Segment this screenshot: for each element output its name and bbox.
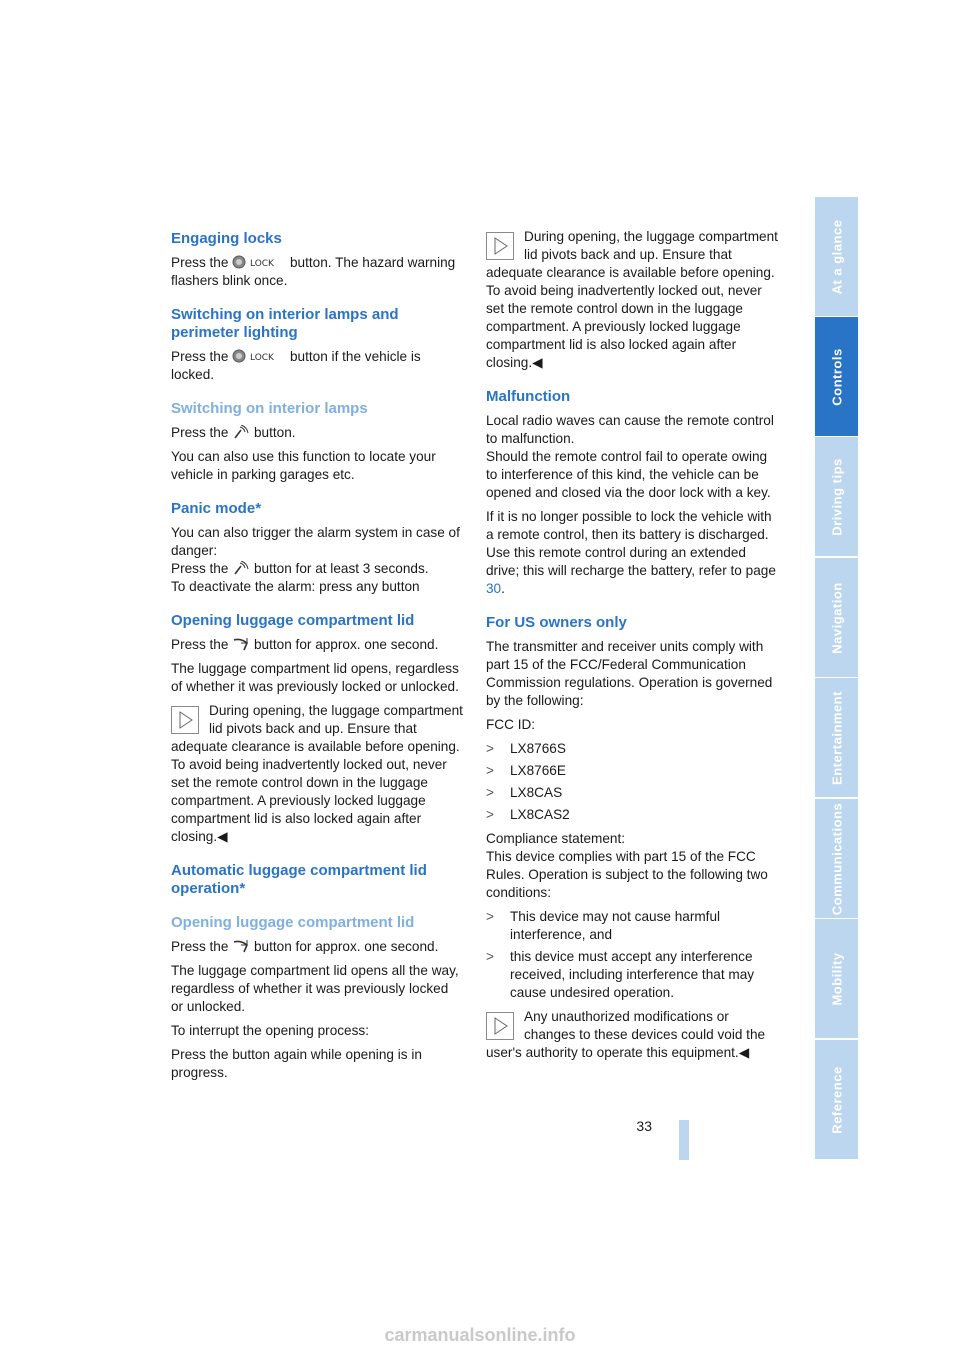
text: Press the button for approx. one second. — [171, 637, 439, 652]
section-us-owners — [486, 614, 778, 1062]
note — [171, 702, 463, 846]
fcc-id-list — [486, 740, 778, 824]
lock-button-icon — [232, 349, 286, 363]
section-malfunction — [486, 388, 778, 598]
tab-driving-tips[interactable]: Driving tips — [815, 437, 858, 556]
text: Press the LOCK button. The hazard warning flashers blink once. — [171, 255, 456, 288]
section-interior-lamps — [171, 400, 463, 484]
section-panic — [171, 500, 463, 596]
tab-entertainment[interactable]: Entertainment — [815, 678, 858, 797]
text: Should the remote control fail to operate owing to interference of this kind, the vehicle can be opened and closed via the door lock with a key. — [486, 449, 771, 500]
note-text: During opening, the luggage compartment lid pivots back and up. Ensure that adequate clearance is available before opening. To avoid being inadvertently locked out, never set the remote control down in the luggage compartment. A previously locked luggage compartment lid is also locked again after closing.◀ — [486, 229, 778, 370]
text: To interrupt the opening process: — [171, 1023, 369, 1038]
heading-luggage: Opening luggage compartment lid — [171, 612, 415, 629]
heading-us-owners: For US owners only — [486, 614, 627, 631]
text: Press the button for approx. one second. — [171, 939, 439, 954]
text: FCC ID: — [486, 717, 536, 732]
text: The luggage compartment lid opens, regardless of whether it was previously locked or unlocked. — [171, 661, 459, 694]
lock-button-icon — [232, 255, 286, 269]
section-luggage — [171, 612, 463, 846]
page-number-bar — [679, 1120, 689, 1160]
note-triangle-icon — [171, 706, 199, 734]
watermark: carmanualsonline.info — [384, 1325, 576, 1345]
list-item: > LX8766S — [486, 741, 566, 756]
left-column — [171, 230, 463, 1088]
page-link[interactable]: 30 — [486, 581, 502, 596]
list-item: > this device must accept any interference received, including interference that may cause undesired operation. — [486, 949, 755, 1000]
list-item: > LX8CAS — [486, 785, 563, 800]
text: Press the button. — [171, 425, 296, 440]
text: Press the button for at least 3 seconds. — [171, 561, 429, 576]
conditions-list — [486, 908, 778, 1002]
note-text: During opening, the luggage compartment lid pivots back and up. Ensure that adequate clearance is available before opening. To avoid being inadvertently locked out, never set the remote control down in the luggage compartment. A previously locked luggage compartment lid is also locked again after closing.◀ — [171, 703, 463, 844]
text: Press the button again while opening is in progress. — [171, 1047, 422, 1080]
light-button-icon — [232, 425, 250, 439]
text: The transmitter and receiver units comply with part 15 of the FCC/Federal Communication Commission regulations. Operation is governed by the following: — [486, 639, 773, 708]
page-number: 33 — [636, 1118, 652, 1134]
heading-panic: Panic mode* — [171, 500, 262, 517]
note-triangle-icon — [486, 1012, 514, 1040]
text: You can also use this function to locate your vehicle in parking garages etc. — [171, 449, 436, 482]
text: If it is no longer possible to lock the vehicle with a remote control, then its battery is discharged. Use this remote control during an extended drive; this will recharge the battery, refer to page 30. — [486, 509, 776, 596]
tab-mobility[interactable]: Mobility — [815, 919, 858, 1038]
heading-interior-lamps: Switching on interior lamps — [171, 400, 368, 417]
trunk-button-icon — [232, 939, 250, 953]
text: Local radio waves can cause the remote control to malfunction. — [486, 413, 774, 446]
note-text: Any unauthorized modifications or changes to these devices could void the user's authority to operate this equipment.◀ — [486, 1009, 766, 1060]
text: The luggage compartment lid opens all the way, regardless of whether it was previously locked or unlocked. — [171, 963, 459, 1014]
section-engaging-locks — [171, 230, 463, 290]
note-triangle-icon — [486, 232, 514, 260]
section-interior-perimeter — [171, 306, 463, 384]
subheading-opening-lid: Opening luggage compartment lid — [171, 914, 415, 931]
list-item: > LX8766E — [486, 763, 566, 778]
heading-automatic: Automatic luggage compartment lid operation* — [171, 862, 427, 897]
list-item: > This device may not cause harmful interference, and — [486, 909, 721, 942]
text: To deactivate the alarm: press any button — [171, 579, 420, 594]
tab-reference[interactable]: Reference — [815, 1040, 858, 1159]
tab-navigation[interactable]: Navigation — [815, 558, 858, 677]
right-column — [486, 228, 778, 1068]
svg-text:LOCK: LOCK — [250, 353, 275, 363]
tab-communications[interactable]: Communications — [815, 799, 858, 918]
heading-malfunction: Malfunction — [486, 388, 571, 405]
text: Press the LOCK button if the vehicle is locked. — [171, 349, 421, 382]
chapter-tabs — [815, 197, 858, 1160]
text: This device complies with part 15 of the FCC Rules. Operation is subject to the following two conditions: — [486, 849, 768, 900]
text: Compliance statement: — [486, 831, 626, 846]
svg-text:LOCK: LOCK — [250, 259, 275, 269]
list-item: > LX8CAS2 — [486, 807, 570, 822]
text: You can also trigger the alarm system in case of danger: — [171, 525, 460, 558]
light-button-icon — [232, 561, 250, 575]
heading-interior-perimeter: Switching on interior lamps and perimeter lighting — [171, 306, 399, 341]
note — [486, 228, 778, 372]
heading-engaging-locks: Engaging locks — [171, 230, 282, 247]
tab-at-a-glance[interactable]: At a glance — [815, 197, 858, 316]
section-automatic — [171, 862, 463, 1082]
note — [486, 1008, 778, 1062]
trunk-button-icon — [232, 637, 250, 651]
tab-controls[interactable]: Controls — [815, 317, 858, 436]
